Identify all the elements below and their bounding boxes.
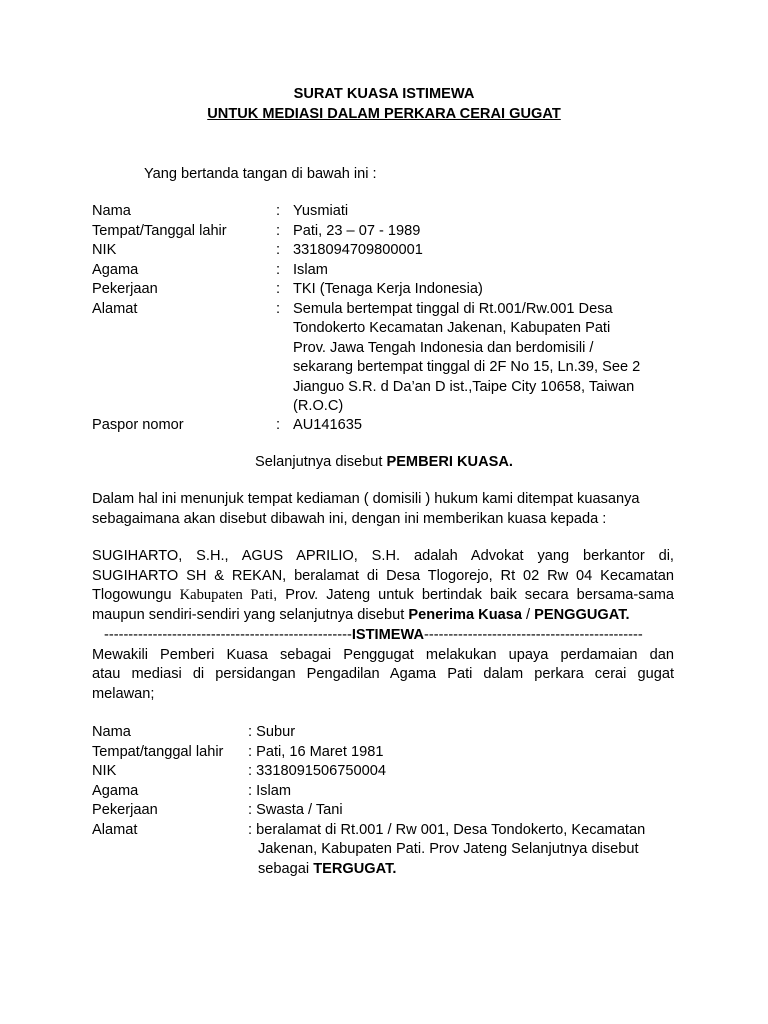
principal-birth-label: Tempat/Tanggal lahir bbox=[92, 222, 227, 239]
principal-passport-value: AU141635 bbox=[293, 417, 362, 433]
attorney-line: SUGIHARTO SH & REKAN, beralamat di Desa Tlogorejo, Rt 02 Rw 04 Kecamatan bbox=[92, 567, 674, 584]
principal-name-value: Yusmiati bbox=[293, 203, 349, 219]
attorney-line bbox=[92, 606, 630, 626]
defendant-address-label: Alamat bbox=[92, 821, 138, 838]
designation-role: PEMBERI KUASA. bbox=[386, 454, 513, 470]
attorney-line: SUGIHARTO, S.H., AGUS APRILIO, S.H. adalah Advokat yang berkantor di, bbox=[92, 548, 674, 564]
attorney-line bbox=[92, 586, 674, 606]
principal-address-line: (R.O.C) bbox=[293, 398, 344, 414]
principal-religion-value: Islam bbox=[293, 261, 328, 278]
principal-address-label: Alamat bbox=[92, 300, 138, 317]
defendant-address-line bbox=[258, 860, 396, 880]
principal-nik-label: NIK bbox=[92, 242, 117, 258]
defendant-nik-label: NIK bbox=[92, 763, 117, 779]
principal-name-sep: : bbox=[276, 203, 281, 219]
document-title: SURAT KUASA ISTIMEWA bbox=[293, 86, 475, 102]
defendant-designation-role: TERGUGAT. bbox=[313, 860, 397, 877]
designation-line bbox=[0, 453, 768, 473]
defendant-birth-value: : Pati, 16 Maret 1981 bbox=[248, 743, 384, 760]
defendant-address-line: Jakenan, Kabupaten Pati. Prov Jateng Selanjutnya disebut bbox=[258, 841, 639, 857]
principal-passport-label: Paspor nomor bbox=[92, 417, 184, 433]
attorney-line3-rest: , Prov. Jateng untuk bertindak baik secara bersama-sama bbox=[273, 587, 674, 603]
mandate-line: melawan; bbox=[92, 685, 155, 702]
intro-text: Yang bertanda tangan di bawah ini : bbox=[144, 166, 377, 182]
defendant-address-line: : beralamat di Rt.001 / Rw 001, Desa Tondokerto, Kecamatan bbox=[248, 821, 646, 838]
principal-birth-value: Pati, 23 – 07 - 1989 bbox=[293, 222, 421, 239]
attorney-line4-text: maupun sendiri-sendiri yang selanjutnya disebut bbox=[92, 606, 409, 623]
principal-address-line: Jianguo S.R. d Da’an D ist.,Taipe City 10658, Taiwan bbox=[293, 378, 635, 395]
defendant-name-value: : Subur bbox=[248, 724, 296, 740]
principal-religion-label: Agama bbox=[92, 261, 139, 278]
principal-address-line: sekarang bertempat tinggal di 2F No 15, Ln.39, See 2 bbox=[293, 359, 641, 375]
defendant-nik-value: : 3318091506750004 bbox=[248, 763, 386, 779]
principal-address-line: Semula bertempat tinggal di Rt.001/Rw.001 Desa bbox=[293, 300, 613, 317]
attorney-role-sep: / bbox=[521, 606, 535, 623]
defendant-name-label: Nama bbox=[92, 724, 131, 740]
defendant-birth-label: Tempat/tanggal lahir bbox=[92, 743, 224, 760]
principal-address-line: Tondokerto Kecamatan Jakenan, Kabupaten Pati bbox=[293, 320, 611, 336]
principal-job-value: TKI (Tenaga Kerja Indonesia) bbox=[293, 281, 483, 297]
attorney-regency: Kabupaten Pati bbox=[179, 587, 274, 603]
attorney-role: Penerima Kuasa bbox=[408, 606, 522, 623]
document-subtitle: UNTUK MEDIASI DALAM PERKARA CERAI GUGAT bbox=[207, 105, 561, 122]
attorney-plaintiff: PENGGUGAT. bbox=[534, 606, 630, 623]
divider-right: --------------------------------------------- bbox=[424, 627, 643, 643]
principal-job-sep: : bbox=[276, 281, 281, 297]
principal-job-label: Pekerjaan bbox=[92, 281, 158, 297]
defendant-job-label: Pekerjaan bbox=[92, 802, 158, 818]
domicile-line: Dalam hal ini menunjuk tempat kediaman ( domisili ) hukum kami ditempat kuasanya bbox=[92, 491, 640, 507]
mandate-line: atau mediasi di persidangan Pengadilan Agama Pati dalam perkara cerai gugat bbox=[92, 666, 674, 682]
domicile-line: sebagaimana akan disebut dibawah ini, dengan ini memberikan kuasa kepada : bbox=[92, 510, 607, 527]
designation-prefix: Selanjutnya disebut bbox=[255, 454, 387, 470]
principal-passport-sep: : bbox=[276, 417, 281, 433]
divider-label: ISTIMEWA bbox=[351, 627, 425, 643]
defendant-religion-value: : Islam bbox=[248, 782, 291, 799]
defendant-job-value: : Swasta / Tani bbox=[248, 802, 343, 818]
principal-address-sep: : bbox=[276, 300, 281, 317]
principal-religion-sep: : bbox=[276, 261, 281, 278]
istimewa-divider bbox=[104, 626, 643, 646]
principal-name-label: Nama bbox=[92, 203, 131, 219]
defendant-religion-label: Agama bbox=[92, 782, 139, 799]
principal-birth-sep: : bbox=[276, 222, 281, 239]
divider-left: --------------------------------------------------- bbox=[104, 627, 352, 643]
mandate-line: Mewakili Pemberi Kuasa sebagai Penggugat melakukan upaya perdamaian dan bbox=[92, 646, 674, 663]
principal-nik-sep: : bbox=[276, 242, 281, 258]
principal-nik-value: 3318094709800001 bbox=[293, 242, 423, 258]
defendant-designation-prefix: sebagai bbox=[258, 860, 314, 877]
attorney-district: Tlogowungu bbox=[92, 587, 180, 603]
principal-address-line: Prov. Jawa Tengah Indonesia dan berdomisili / bbox=[293, 339, 594, 356]
